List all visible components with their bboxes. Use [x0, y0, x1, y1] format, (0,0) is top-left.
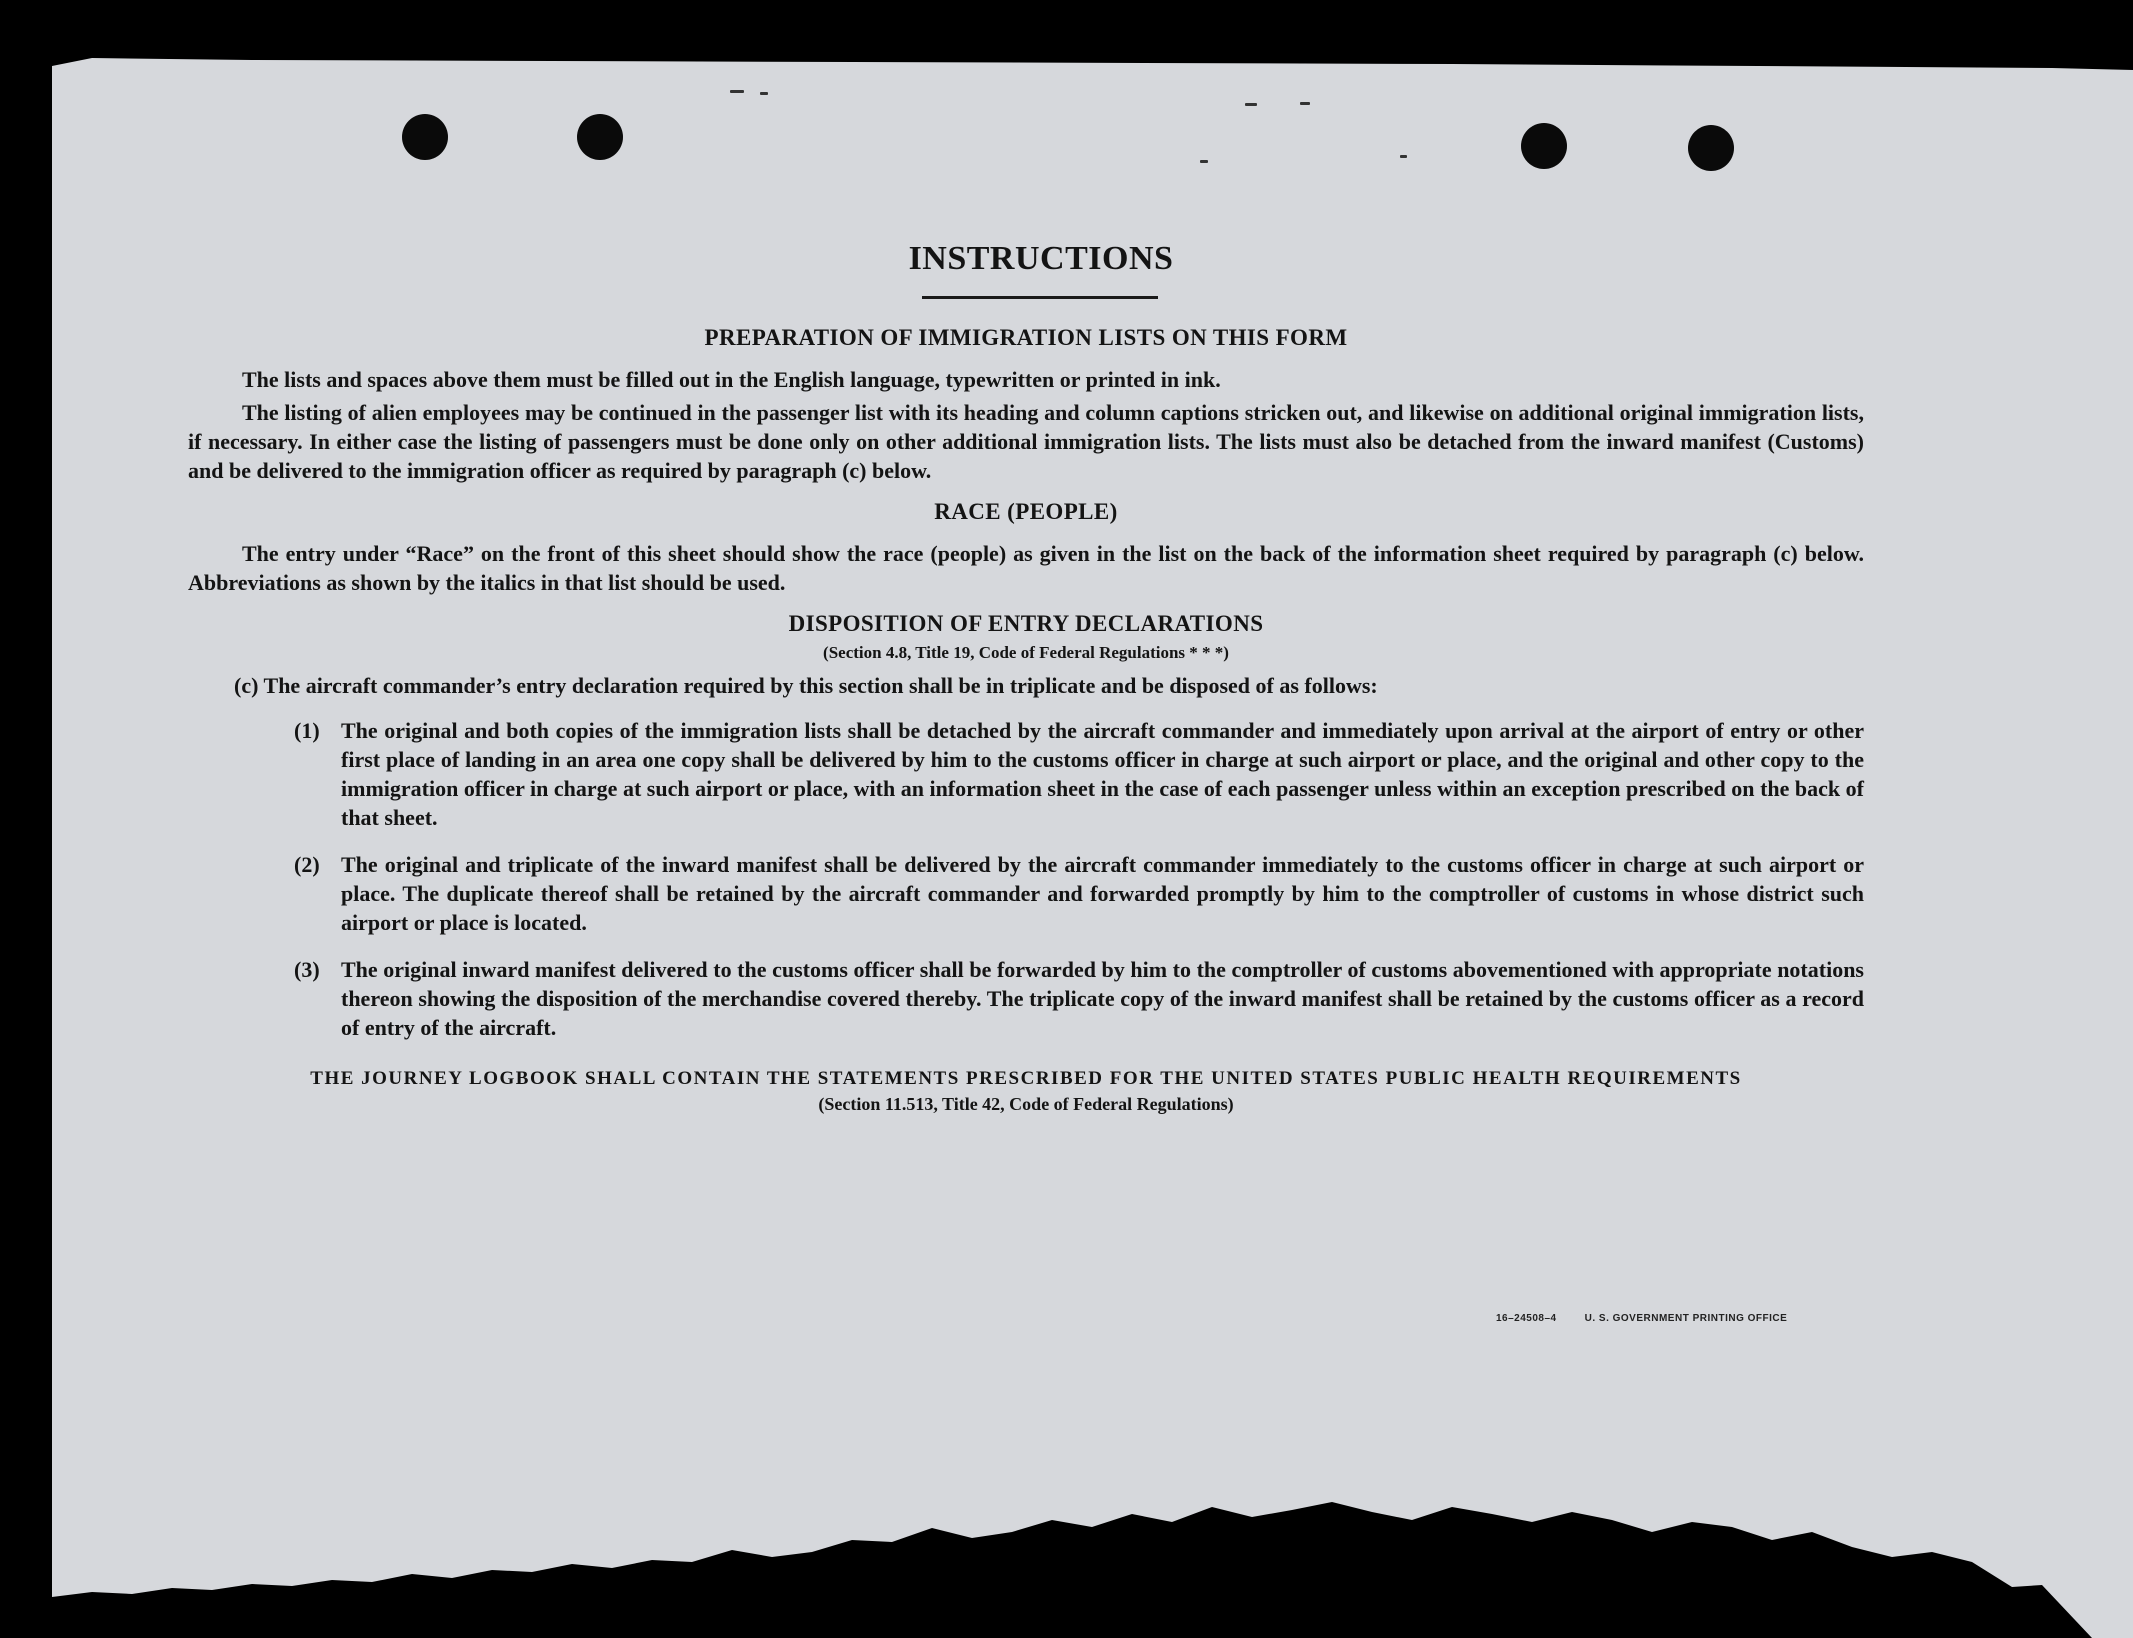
- punch-hole: [1521, 123, 1567, 169]
- title-underline: [922, 296, 1158, 299]
- preparation-paragraph-1: The lists and spaces above them must be filled out in the English language, typewritten or printed in ink.: [242, 367, 1221, 392]
- item-text: The original inward manifest delivered to the customs officer shall be forwarded by him to the comptroller of customs abovementioned with appropriate notations thereon showing the disposition of the merchandise covered thereby. The triplicate copy of the inward manifest shall be retained by the customs officer as a record of entry of the aircraft.: [341, 957, 1864, 1040]
- page-title: INSTRUCTIONS: [908, 240, 1174, 277]
- logbook-citation: (Section 11.513, Title 42, Code of Federal Regulations): [818, 1094, 1234, 1114]
- disposition-citation: (Section 4.8, Title 19, Code of Federal Regulations * * *): [823, 643, 1229, 662]
- disposition-item: [188, 955, 1864, 1042]
- race-heading: RACE (PEOPLE): [934, 499, 1118, 524]
- preparation-paragraph-2: The listing of alien employees may be continued in the passenger list with its heading and column captions stricken out, and likewise on additional original immigration lists, if necessary. In either case the listing of passengers must be done only on other additional immigration lists. The lists must also be detached from the inward manifest (Customs) and be delivered to the immigration officer as required by paragraph (c) below.: [188, 400, 1864, 483]
- disposition-intro: (c) The aircraft commander’s entry declaration required by this section shall be in triplicate and be disposed of as follows:: [234, 673, 1378, 698]
- printer-imprint: [1496, 1313, 1815, 1324]
- item-number: (2): [294, 852, 320, 877]
- item-number: (1): [294, 718, 320, 743]
- disposition-item: [188, 716, 1864, 832]
- item-number: (3): [294, 957, 320, 982]
- ink-speck: [1245, 103, 1257, 106]
- preparation-heading: PREPARATION OF IMMIGRATION LISTS ON THIS FORM: [704, 325, 1348, 350]
- ink-speck: [760, 92, 768, 95]
- disposition-heading: DISPOSITION OF ENTRY DECLARATIONS: [788, 611, 1264, 636]
- ink-speck: [730, 90, 744, 93]
- instructions-text: [188, 240, 1864, 1115]
- punch-hole: [402, 114, 448, 160]
- disposition-item: [188, 850, 1864, 937]
- item-text: The original and both copies of the immigration lists shall be detached by the aircraft commander and immediately upon arrival at the airport of entry or other first place of landing in an area one copy shall be delivered by him to the customs officer in charge at such airport or place, and the original and other copy to the immigration officer in charge at such airport or place, with an information sheet in the case of each passenger unless within an exception prescribed on the back of that sheet.: [341, 718, 1864, 830]
- race-paragraph: The entry under “Race” on the front of this sheet should show the race (people) as given in the list on the back of the information sheet required by paragraph (c) below. Abbreviations as shown by the italics in that list should be used.: [188, 541, 1864, 595]
- logbook-statement: THE JOURNEY LOGBOOK SHALL CONTAIN THE STATEMENTS PRESCRIBED FOR THE UNITED STATES PUBLIC HEALTH REQUIREMENTS: [310, 1068, 1742, 1089]
- ink-speck: [1300, 102, 1310, 105]
- ink-speck: [1200, 160, 1208, 163]
- printer-name: U. S. GOVERNMENT PRINTING OFFICE: [1584, 1313, 1788, 1324]
- ink-speck: [1400, 155, 1407, 158]
- punch-hole: [1688, 125, 1734, 171]
- punch-hole: [577, 114, 623, 160]
- form-number: 16–24508–4: [1496, 1313, 1557, 1324]
- item-text: The original and triplicate of the inward manifest shall be delivered by the aircraft commander immediately to the customs officer in charge at such airport or place. The duplicate thereof shall be retained by the aircraft commander and forwarded promptly by him to the comptroller of customs in whose district such airport or place is located.: [341, 852, 1864, 935]
